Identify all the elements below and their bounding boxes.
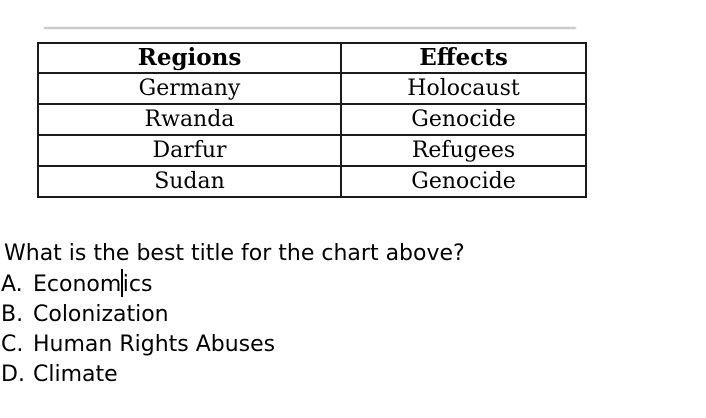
table-row: [38, 166, 586, 197]
option-letter: D.: [1, 362, 25, 387]
option-text: Climate: [33, 362, 118, 387]
regions-effects-table: [37, 42, 587, 198]
column-header-regions: Regions: [38, 43, 341, 73]
effect-cell: Genocide: [341, 166, 586, 197]
region-cell: Rwanda: [38, 104, 341, 135]
option-a[interactable]: [0, 269, 465, 300]
option-text: Human Rights Abuses: [33, 332, 276, 357]
table-row: [38, 135, 586, 166]
column-header-effects: Effects: [341, 43, 586, 73]
table-header-row: [38, 43, 586, 73]
option-text-before-caret: Econom: [33, 272, 122, 297]
option-d[interactable]: [0, 360, 465, 390]
option-text: [33, 269, 152, 300]
option-c[interactable]: [0, 330, 465, 360]
option-letter: B.: [1, 302, 24, 327]
table-top-artifact-line: [44, 27, 576, 29]
effect-cell: Refugees: [341, 135, 586, 166]
option-text-after-caret: ics: [122, 272, 153, 297]
effect-cell: Genocide: [341, 104, 586, 135]
region-cell: Darfur: [38, 135, 341, 166]
question-prompt: What is the best title for the chart above?: [4, 241, 465, 266]
region-cell: Germany: [38, 73, 341, 104]
option-text: Colonization: [33, 302, 169, 327]
option-b[interactable]: [0, 300, 465, 330]
table-row: [38, 73, 586, 104]
region-cell: Sudan: [38, 166, 341, 197]
option-letter: A.: [1, 272, 23, 297]
effect-cell: Holocaust: [341, 73, 586, 104]
table-row: [38, 104, 586, 135]
option-letter: C.: [1, 332, 24, 357]
question-block: [0, 239, 465, 390]
